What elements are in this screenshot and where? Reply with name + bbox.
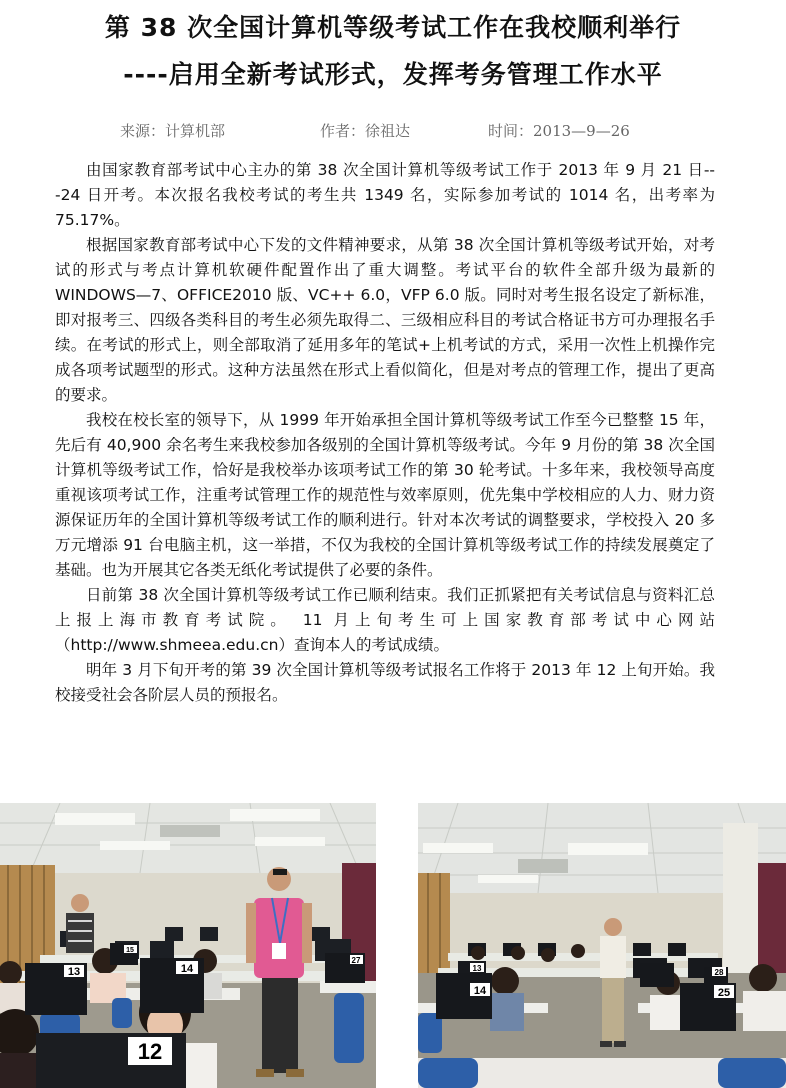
exam-room-photo-left xyxy=(0,803,376,1088)
meta-time: 时间：2013—9—26 xyxy=(488,122,630,140)
meta-author: 作者：徐祖达 xyxy=(320,122,411,140)
monitor-label: 13 xyxy=(472,964,482,973)
monitor-label: 14 xyxy=(180,963,194,975)
paragraph: 由国家教育部考试中心主办的第 38 次全国计算机等级考试工作于 2013 年 9 月 21 日---24 日开考。本次报名我校考试的考生共 1349 名，实际参加考试的 1014 名，出考率为 75.17%。 xyxy=(55,161,715,229)
monitor-label: 14 xyxy=(473,985,487,997)
paragraph: 根据国家教育部考试中心下发的文件精神要求，从第 38 次全国计算机等级考试开始，对考试的形式与考点计算机软硬件配置作出了重大调整。考试平台的软件全部升级为最新的 WINDOWS—7、OFFICE2010 版、VC++ 6.0，VFP 6.0 版。同时对考生报名设定了新标准，即对报考三、四级各类科目的考生必须先取得二、三级相应科目的考试合格证书方可办理报名手续。在考试的形式上，则全部取消了延用多年的笔试+上机考试的方式，采用一次性上机操作完成各项考试题型的形式。这种方法虽然在形式上看似简化，但是对考点的管理工作，提出了更高的要求。 xyxy=(55,236,715,404)
exam-room-illustration xyxy=(418,803,786,1088)
monitor-label: 15 xyxy=(126,947,134,954)
article-subtitle: ----启用全新考试形式，发挥考务管理工作水平 xyxy=(123,60,663,89)
paragraph: 我校在校长室的领导下，从 1999 年开始承担全国计算机等级考试工作至今已整整 15 年，先后有 40,900 余名考生来我校参加各级别的全国计算机等级考试。今年 9 月份的第 38 次全国计算机等级考试工作，恰好是我校举办该项考试工作的第 30 轮考试。十多年来，我校领导高度重视该项考试工作，注重考试管理工作的规范性与效率原则，优先集中学校相应的人力、财力资源保证历年的全国计算机等级考试工作的顺利进行。针对本次考试的调整要求，学校投入 20 多万元增添 91 台电脑主机，这一举措，不仅为我校的全国计算机等级考试工作的持续发展奠定了基础。也为开展其它各类无纸化考试提供了必要的条件。 xyxy=(55,411,715,579)
monitor-label: 27 xyxy=(351,956,361,965)
monitor-label: 28 xyxy=(714,968,724,977)
monitor-label: 25 xyxy=(717,987,731,999)
paragraph: 日前第 38 次全国计算机等级考试工作已顺利结束。我们正抓紧把有关考试信息与资料汇总上报上海市教育考试院。 11 月上旬考生可上国家教育部考试中心网站（http://www.shmeea.edu.cn）查询本人的考试成绩。 xyxy=(55,586,715,654)
article-body xyxy=(55,158,715,708)
monitor-label: 12 xyxy=(137,1039,163,1064)
monitor-label: 13 xyxy=(67,966,81,978)
article-title: 第 38 次全国计算机等级考试工作在我校顺利举行 xyxy=(104,13,682,42)
exam-room-photo-right xyxy=(418,803,786,1088)
meta-source: 来源：计算机部 xyxy=(120,122,226,140)
paragraph: 明年 3 月下旬开考的第 39 次全国计算机等级考试报名工作将于 2013 年 12 上旬开始。我校接受社会各阶层人员的预报名。 xyxy=(55,661,715,704)
exam-room-illustration xyxy=(0,803,376,1088)
